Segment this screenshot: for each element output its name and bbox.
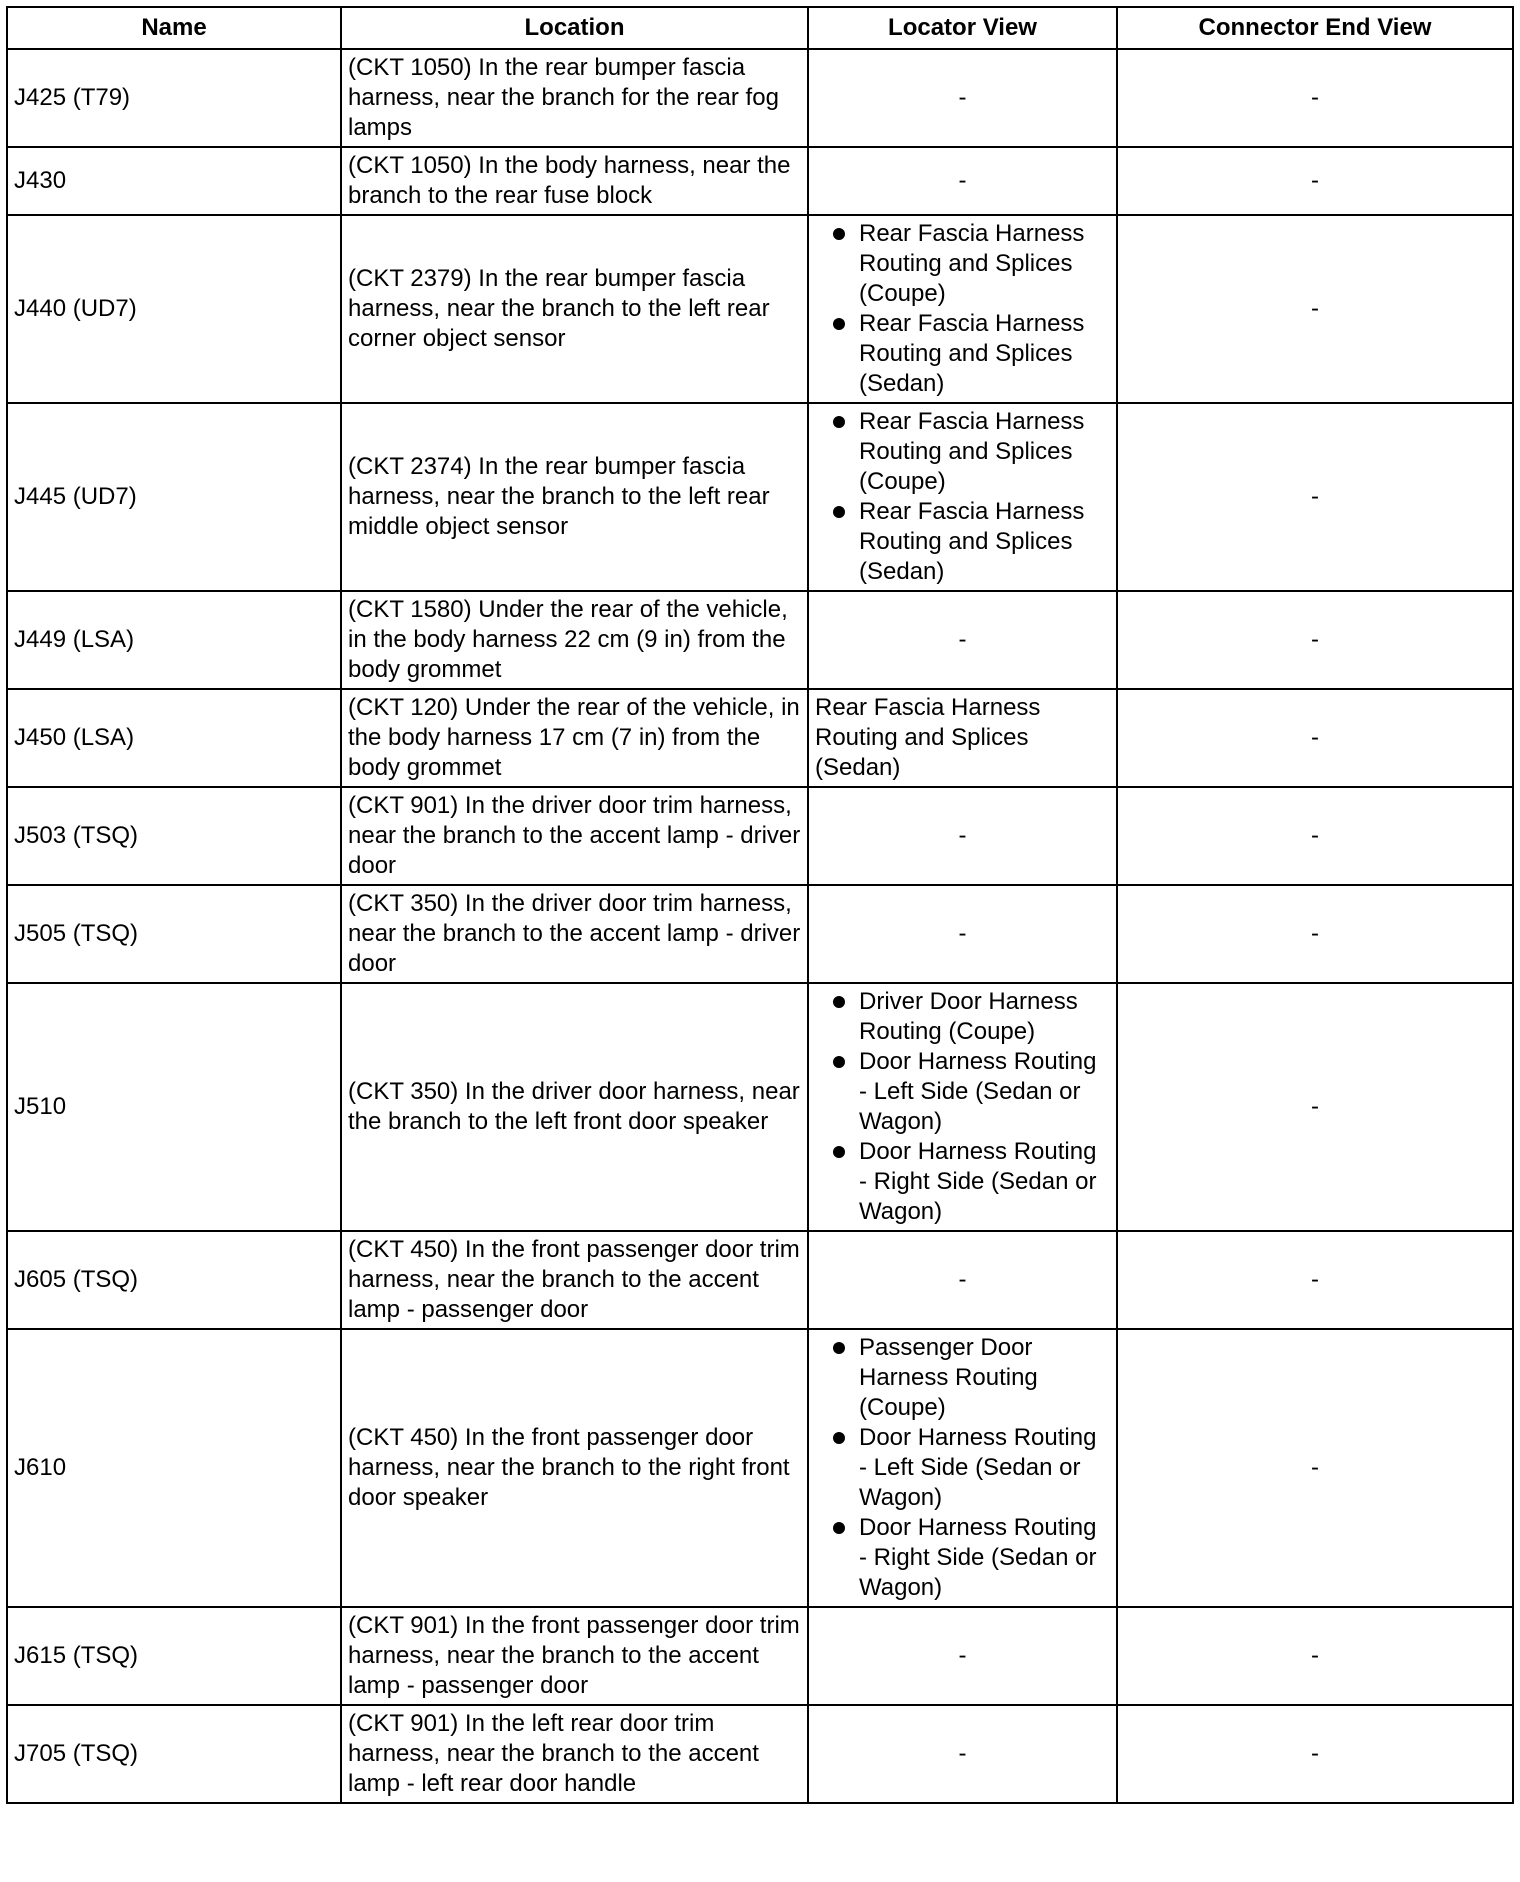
- locator-view-list: [815, 407, 1110, 587]
- bullet-icon: [833, 1432, 845, 1444]
- locator-view-label: Rear Fascia Harness Routing and Splices (Coupe): [859, 220, 1085, 307]
- splice-table: [6, 6, 1514, 1804]
- table-row: [7, 403, 1513, 591]
- splice-name: J610: [7, 1329, 341, 1607]
- splice-location: (CKT 901) In the front passenger door trim harness, near the branch to the accent lamp - passenger door: [341, 1607, 808, 1705]
- table-row: [7, 1329, 1513, 1607]
- table-row: [7, 1231, 1513, 1329]
- connector-end-view: -: [1117, 403, 1513, 591]
- locator-view-link[interactable]: [815, 1513, 1110, 1603]
- splice-name: J615 (TSQ): [7, 1607, 341, 1705]
- locator-view-link[interactable]: [815, 1047, 1110, 1137]
- connector-end-view: -: [1117, 1705, 1513, 1803]
- locator-view-cell: [808, 215, 1117, 403]
- locator-view-label: Door Harness Routing - Left Side (Sedan or Wagon): [859, 1048, 1097, 1135]
- splice-location: (CKT 2379) In the rear bumper fascia harness, near the branch to the left rear corner object sensor: [341, 215, 808, 403]
- connector-end-view: -: [1117, 1607, 1513, 1705]
- locator-view-label: Rear Fascia Harness Routing and Splices (Sedan): [859, 498, 1085, 585]
- splice-name: J450 (LSA): [7, 689, 341, 787]
- locator-view-text: -: [958, 920, 967, 947]
- table-header-row: [7, 7, 1513, 49]
- table-row: [7, 689, 1513, 787]
- locator-view-text: -: [958, 84, 967, 111]
- connector-end-view: -: [1117, 49, 1513, 147]
- locator-view-label: Door Harness Routing - Right Side (Sedan or Wagon): [859, 1138, 1097, 1225]
- locator-view-link[interactable]: [815, 309, 1110, 399]
- locator-view-label: Passenger Door Harness Routing (Coupe): [859, 1334, 1038, 1421]
- splice-location: (CKT 1050) In the rear bumper fascia harness, near the branch for the rear fog lamps: [341, 49, 808, 147]
- connector-end-view: -: [1117, 1231, 1513, 1329]
- locator-view-text: -: [958, 167, 967, 194]
- bullet-icon: [833, 506, 845, 518]
- splice-name: J449 (LSA): [7, 591, 341, 689]
- locator-view-text: -: [958, 1740, 967, 1767]
- table-row: [7, 1607, 1513, 1705]
- table-row: [7, 591, 1513, 689]
- bullet-icon: [833, 318, 845, 330]
- locator-view-cell: [808, 787, 1117, 885]
- locator-view-cell: [808, 1329, 1117, 1607]
- splice-location: (CKT 901) In the left rear door trim harness, near the branch to the accent lamp - left rear door handle: [341, 1705, 808, 1803]
- locator-view-cell: [808, 689, 1117, 787]
- locator-view-link[interactable]: [815, 407, 1110, 497]
- splice-name: J605 (TSQ): [7, 1231, 341, 1329]
- locator-view-cell: [808, 403, 1117, 591]
- table-row: [7, 147, 1513, 215]
- table-row: [7, 1705, 1513, 1803]
- splice-name: J445 (UD7): [7, 403, 341, 591]
- connector-end-view: -: [1117, 591, 1513, 689]
- header-name: Name: [7, 7, 341, 49]
- locator-view-label: Door Harness Routing - Left Side (Sedan or Wagon): [859, 1424, 1097, 1511]
- splice-name: J503 (TSQ): [7, 787, 341, 885]
- locator-view-text: -: [958, 822, 967, 849]
- connector-end-view: -: [1117, 689, 1513, 787]
- header-connector-end-view: Connector End View: [1117, 7, 1513, 49]
- splice-name: J505 (TSQ): [7, 885, 341, 983]
- bullet-icon: [833, 1522, 845, 1534]
- locator-view-link[interactable]: [815, 1137, 1110, 1227]
- table-row: [7, 885, 1513, 983]
- locator-view-list: [815, 987, 1110, 1227]
- locator-view-cell: [808, 1607, 1117, 1705]
- table-row: [7, 215, 1513, 403]
- splice-location: (CKT 350) In the driver door harness, near the branch to the left front door speaker: [341, 983, 808, 1231]
- locator-view-label: Rear Fascia Harness Routing and Splices (Coupe): [859, 408, 1085, 495]
- locator-view-cell: [808, 1705, 1117, 1803]
- header-locator-view: Locator View: [808, 7, 1117, 49]
- splice-location: (CKT 1050) In the body harness, near the branch to the rear fuse block: [341, 147, 808, 215]
- splice-location: (CKT 901) In the driver door trim harness, near the branch to the accent lamp - driver door: [341, 787, 808, 885]
- locator-view-link[interactable]: [815, 1423, 1110, 1513]
- splice-location: (CKT 1580) Under the rear of the vehicle, in the body harness 22 cm (9 in) from the body grommet: [341, 591, 808, 689]
- bullet-icon: [833, 996, 845, 1008]
- locator-view-cell: [808, 885, 1117, 983]
- locator-view-list: [815, 1333, 1110, 1603]
- splice-table-page: [6, 6, 1512, 1804]
- splice-name: J440 (UD7): [7, 215, 341, 403]
- connector-end-view: -: [1117, 983, 1513, 1231]
- locator-view-text: -: [958, 626, 967, 653]
- table-row: [7, 787, 1513, 885]
- connector-end-view: -: [1117, 787, 1513, 885]
- locator-view-cell: [808, 147, 1117, 215]
- locator-view-cell: [808, 983, 1117, 1231]
- splice-name: J705 (TSQ): [7, 1705, 341, 1803]
- connector-end-view: -: [1117, 1329, 1513, 1607]
- splice-name: J510: [7, 983, 341, 1231]
- locator-view-label: Door Harness Routing - Right Side (Sedan or Wagon): [859, 1514, 1097, 1601]
- table-row: [7, 983, 1513, 1231]
- table-body: [7, 49, 1513, 1803]
- splice-name: J430: [7, 147, 341, 215]
- locator-view-list: [815, 219, 1110, 399]
- locator-view-cell: [808, 1231, 1117, 1329]
- locator-view-cell: [808, 591, 1117, 689]
- splice-location: (CKT 450) In the front passenger door trim harness, near the branch to the accent lamp - passenger door: [341, 1231, 808, 1329]
- splice-name: J425 (T79): [7, 49, 341, 147]
- locator-view-label: Driver Door Harness Routing (Coupe): [859, 988, 1078, 1045]
- bullet-icon: [833, 1056, 845, 1068]
- locator-view-link[interactable]: [815, 497, 1110, 587]
- bullet-icon: [833, 1342, 845, 1354]
- splice-location: (CKT 2374) In the rear bumper fascia harness, near the branch to the left rear middle object sensor: [341, 403, 808, 591]
- locator-view-text: -: [958, 1642, 967, 1669]
- locator-view-text: -: [958, 1266, 967, 1293]
- splice-location: (CKT 350) In the driver door trim harness, near the branch to the accent lamp - driver door: [341, 885, 808, 983]
- locator-view-link[interactable]: [815, 219, 1110, 309]
- locator-view-link[interactable]: [815, 987, 1110, 1047]
- bullet-icon: [833, 228, 845, 240]
- locator-view-text[interactable]: Rear Fascia Harness Routing and Splices (Sedan): [815, 694, 1041, 781]
- locator-view-cell: [808, 49, 1117, 147]
- header-location: Location: [341, 7, 808, 49]
- locator-view-link[interactable]: [815, 1333, 1110, 1423]
- connector-end-view: -: [1117, 215, 1513, 403]
- bullet-icon: [833, 416, 845, 428]
- splice-location: (CKT 450) In the front passenger door harness, near the branch to the right front door speaker: [341, 1329, 808, 1607]
- connector-end-view: -: [1117, 147, 1513, 215]
- locator-view-label: Rear Fascia Harness Routing and Splices (Sedan): [859, 310, 1085, 397]
- bullet-icon: [833, 1146, 845, 1158]
- table-row: [7, 49, 1513, 147]
- splice-location: (CKT 120) Under the rear of the vehicle, in the body harness 17 cm (7 in) from the body grommet: [341, 689, 808, 787]
- connector-end-view: -: [1117, 885, 1513, 983]
